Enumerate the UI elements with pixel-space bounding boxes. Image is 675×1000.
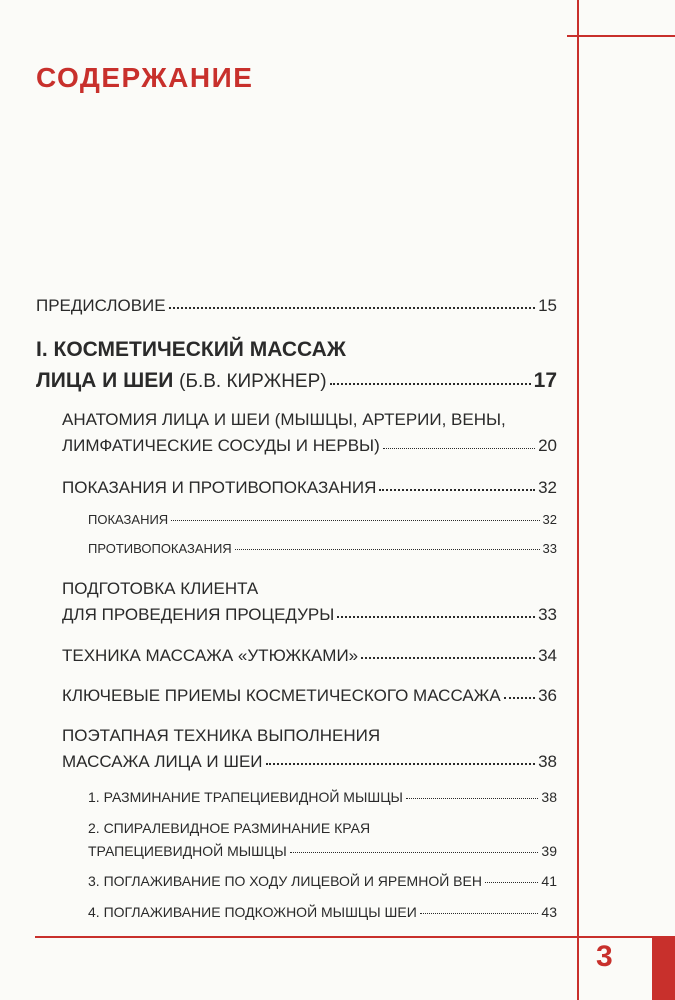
toc-page-number: 32 — [538, 478, 557, 497]
dot-leader — [330, 382, 531, 385]
toc-entry-anatomy-line1: АНАТОМИЯ ЛИЦА И ШЕИ (МЫШЦЫ, АРТЕРИИ, ВЕНЫ, — [62, 410, 506, 429]
toc-entry-step3[interactable] — [88, 873, 557, 889]
toc-section-heading-line1: I. КОСМЕТИЧЕСКИЙ МАССАЖ — [36, 338, 346, 361]
dot-leader — [235, 548, 540, 550]
toc-entry-stepwise-line1: ПОЭТАПНАЯ ТЕХНИКА ВЫПОЛНЕНИЯ — [62, 726, 381, 745]
toc-entry-key-methods[interactable] — [62, 686, 557, 706]
toc-page-number: 33 — [538, 605, 557, 624]
toc-entry-preparation-line1: ПОДГОТОВКА КЛИЕНТА — [62, 579, 259, 598]
toc-page-number: 17 — [533, 369, 557, 392]
dot-leader — [383, 447, 535, 449]
toc-page-number: 36 — [538, 686, 557, 705]
toc-entry-label: КЛЮЧЕВЫЕ ПРИЕМЫ КОСМЕТИЧЕСКОГО МАССАЖА — [62, 686, 501, 705]
toc-entry-label: ТЕХНИКА МАССАЖА «УТЮЖКАМИ» — [62, 646, 359, 665]
toc-page-number: 34 — [538, 646, 557, 665]
dot-leader — [420, 912, 539, 914]
toc-entry-step2-line1: 2. СПИРАЛЕВИДНОЕ РАЗМИНАНИЕ КРАЯ — [88, 820, 371, 836]
toc-entry-indications-sub[interactable] — [88, 512, 557, 527]
toc-entry-label: 1. РАЗМИНАНИЕ ТРАПЕЦИЕВИДНОЙ МЫШЦЫ — [88, 789, 403, 805]
toc-entry-anatomy[interactable] — [62, 436, 557, 456]
toc-page-number: 39 — [541, 843, 557, 859]
toc-entry-label: 3. ПОГЛАЖИВАНИЕ ПО ХОДУ ЛИЦЕВОЙ И ЯРЕМНОЙ ВЕН — [88, 873, 482, 889]
toc-entry-label: ПОКАЗАНИЯ И ПРОТИВОПОКАЗАНИЯ — [62, 478, 377, 497]
dot-leader — [485, 881, 538, 883]
toc-entry-preparation[interactable] — [62, 605, 557, 625]
toc-entry-step4[interactable] — [88, 904, 557, 920]
toc-page-number: 20 — [538, 436, 557, 455]
toc-entry-label: ТРАПЕЦИЕВИДНОЙ МЫШЦЫ — [88, 843, 287, 859]
dot-leader — [337, 615, 535, 618]
toc-page-number: 32 — [542, 512, 557, 527]
dot-leader — [290, 851, 539, 853]
toc-entry-stepwise[interactable] — [62, 752, 557, 772]
footer-rule — [35, 936, 675, 938]
toc-page-number: 15 — [538, 296, 557, 315]
dot-leader — [379, 488, 535, 491]
toc-page-number: 38 — [538, 752, 557, 771]
toc-entry-contraindications-sub[interactable] — [88, 541, 557, 556]
toc-entry-label: ДЛЯ ПРОВЕДЕНИЯ ПРОЦЕДУРЫ — [62, 605, 335, 624]
toc-entry-label: ПОКАЗАНИЯ — [88, 512, 169, 527]
toc-entry-label: ЛИМФАТИЧЕСКИЕ СОСУДЫ И НЕРВЫ) — [62, 436, 380, 455]
margin-vertical-rule — [577, 0, 579, 1000]
dot-leader — [406, 797, 538, 799]
toc-page-number: 41 — [541, 873, 557, 889]
toc-page-number: 33 — [542, 541, 557, 556]
dot-leader — [266, 762, 536, 765]
toc-entry-label: ПРОТИВОПОКАЗАНИЯ — [88, 541, 232, 556]
toc-page-number: 43 — [541, 904, 557, 920]
toc-section-author: (Б.В. КИРЖНЕР) — [179, 371, 327, 392]
dot-leader — [169, 306, 535, 309]
toc-entry-step2[interactable] — [88, 843, 557, 859]
page-tab-marker — [652, 936, 675, 1000]
toc-entry-label: ПРЕДИСЛОВИЕ — [36, 296, 166, 315]
toc-page-number: 38 — [541, 789, 557, 805]
dot-leader — [361, 656, 535, 659]
toc-entry-technique-iron[interactable] — [62, 646, 557, 666]
toc-entry-label: 4. ПОГЛАЖИВАНИЕ ПОДКОЖНОЙ МЫШЦЫ ШЕИ — [88, 904, 417, 920]
toc-entry-indications[interactable] — [62, 478, 557, 498]
toc-section-heading-line2: ЛИЦА И ШЕИ — [36, 369, 174, 392]
dot-leader — [504, 696, 535, 699]
top-corner-rule — [567, 35, 675, 37]
toc-entry-step1[interactable] — [88, 789, 557, 805]
toc-entry-label: МАССАЖА ЛИЦА И ШЕИ — [62, 752, 263, 771]
page-number: 3 — [596, 940, 613, 973]
toc-entry-section1[interactable] — [36, 369, 557, 393]
page-title: СОДЕРЖАНИЕ — [36, 62, 254, 93]
dot-leader — [171, 519, 539, 521]
toc-entry-preface[interactable] — [36, 296, 557, 316]
